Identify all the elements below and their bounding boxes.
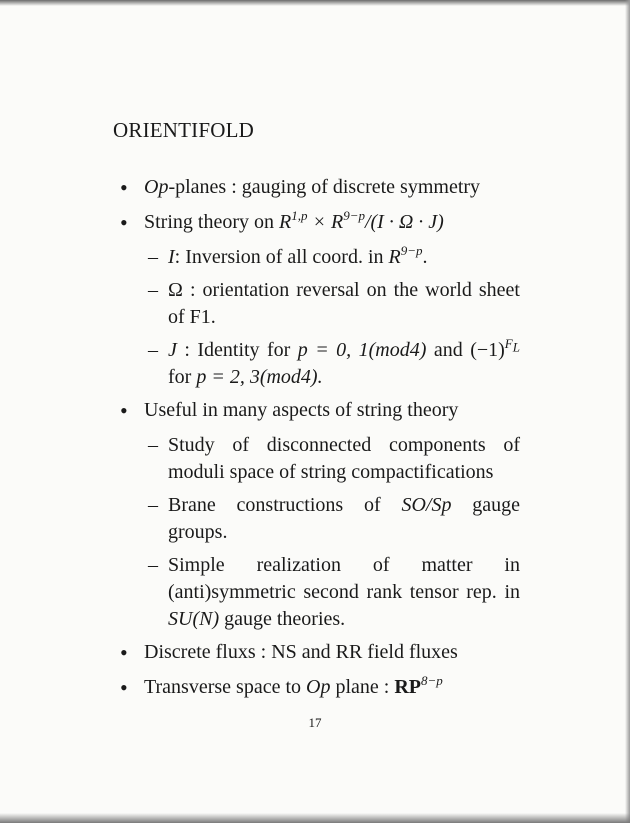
sub-for: for: [168, 366, 197, 388]
math-p-condition-2: p = 2, 3(mod4).: [196, 366, 323, 388]
scan-edge-right: [625, 0, 630, 823]
op-symbol: Op: [306, 676, 331, 698]
sub-text-b: gauge groups.: [168, 494, 520, 543]
sub-bullet-study: [120, 432, 520, 486]
sub-text-b: gauge theories.: [219, 608, 346, 630]
dash: –: [148, 434, 158, 456]
bullet-useful: [120, 397, 520, 424]
sub-text: : orientation reversal on the world sheet of F1.: [168, 279, 520, 328]
math-L: L: [512, 339, 520, 355]
math-sign: (−1): [470, 339, 505, 361]
sub-text: : Inversion of all coord. in: [174, 246, 389, 268]
op-symbol: Op: [144, 176, 169, 198]
bullet-discrete-fluxs: [120, 639, 520, 666]
math-sup: 9−p: [400, 243, 423, 258]
math-su-n: SU(N): [168, 608, 220, 630]
sub-tail: .: [422, 246, 428, 268]
math-so-sp: SO/Sp: [401, 494, 452, 516]
bullet-text: Discrete fluxs : NS and RR field fluxes: [144, 641, 458, 663]
scan-edge-bottom: [0, 813, 630, 823]
math-F: F: [504, 336, 513, 351]
math-p-condition-1: p = 0, 1(mod4): [297, 339, 427, 361]
bullet-text: String theory on: [144, 211, 279, 233]
sub-text: Study of disconnected components of moduli space of string compactifications: [168, 434, 520, 483]
bullet-text: -planes : gauging of discrete symmetry: [168, 176, 481, 198]
sub-text: Brane constructions of: [168, 494, 402, 516]
sub-bullet-identity: [120, 337, 520, 391]
dash: –: [148, 246, 158, 268]
bullet-string-theory: [120, 209, 520, 236]
bullet-text: Useful in many aspects of string theory: [144, 399, 459, 421]
bullet-text: Transverse space to: [144, 676, 307, 698]
sub-bullet-inversion: [120, 244, 520, 271]
bullet-list: [120, 174, 520, 709]
math-RP: RP: [394, 676, 422, 698]
math-expression: $R^{1,p} \times R^{9-p}/(I \cdot \Omega \cdot J)$: [279, 208, 444, 233]
sub-bullet-orientation: [120, 277, 520, 331]
sub-text: : Identity for: [176, 339, 298, 361]
sub-and: and: [426, 339, 471, 361]
sub-bullet-brane: [120, 492, 520, 546]
bullet-op-planes: [120, 174, 520, 201]
math-J: J: [168, 339, 177, 361]
math-R: R: [388, 246, 401, 268]
dash: –: [148, 339, 158, 361]
sub-text: Simple realization of matter in (anti)symmetric second rank tensor rep. in: [168, 554, 520, 603]
math-omega: Ω: [168, 279, 183, 301]
bullet-text-b: plane :: [330, 676, 395, 698]
bullet-transverse-space: [120, 674, 520, 701]
math-sup: 8−p: [421, 673, 443, 688]
page-number: 17: [308, 715, 322, 730]
math-I: I: [168, 246, 175, 268]
scan-edge-top: [0, 0, 630, 6]
sub-bullet-matter: [120, 552, 520, 633]
dash: –: [148, 554, 158, 576]
dash: –: [148, 494, 158, 516]
page-title: ORIENTIFOLD: [113, 118, 255, 142]
dash: –: [148, 279, 158, 301]
